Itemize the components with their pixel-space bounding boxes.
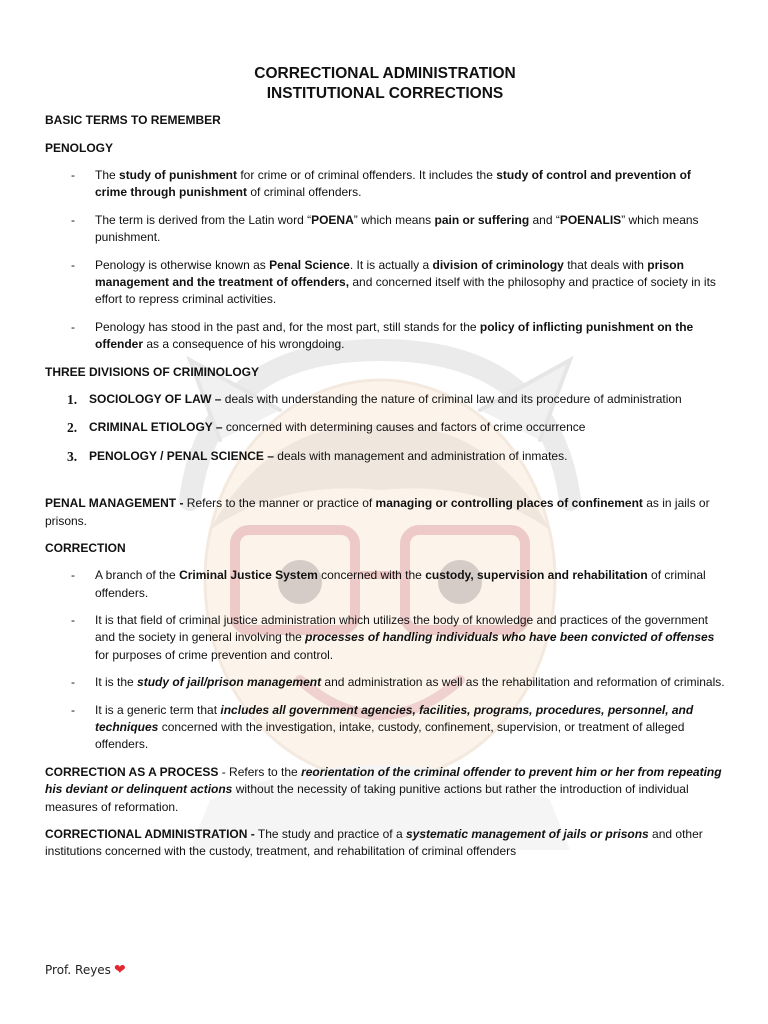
list-item: - It is the study of jail/prison management and administration as well as the rehabilitation and reformation of criminals. — [45, 674, 725, 691]
list-item: 1. SOCIOLOGY OF LAW – deals with understanding the nature of criminal law and its procedure of administration — [67, 391, 682, 407]
penology-list — [45, 167, 725, 354]
list-item: - It is that field of criminal justice administration which utilizes the body of knowledge and practices of the government and the society in general involving the processes of handling individuals who have been convicted of offenses for purposes of crime prevention and control. — [45, 612, 725, 664]
list-item: - It is a generic term that includes all government agencies, facilities, programs, procedures, personnel, and techniques concerned with the investigation, intake, custody, confinement, supervision, or treatment of alleged offenders. — [45, 702, 725, 754]
correctional-administration-paragraph: CORRECTIONAL ADMINISTRATION - The study and practice of a systematic management of jails or prisons and other institutions concerned with the custody, treatment, and rehabilitation of criminal offenders — [45, 827, 703, 859]
list-item: - Penology has stood in the past and, for the most part, still stands for the policy of inflicting punishment on the offender as a consequence of his wrongdoing. — [45, 319, 725, 354]
divisions-list — [45, 391, 725, 465]
author-name: Prof. Reyes — [45, 963, 111, 977]
correction-list — [45, 567, 725, 754]
footer — [45, 960, 126, 980]
divisions-heading: THREE DIVISIONS OF CRIMINOLOGY — [45, 364, 260, 379]
document-page — [45, 64, 725, 871]
list-item: - A branch of the Criminal Justice System concerned with the custody, supervision and rehabilitation of criminal offenders. — [45, 567, 725, 602]
penal-management-paragraph: PENAL MANAGEMENT - Refers to the manner or practice of managing or controlling places of confinement as in jails or prisons. — [45, 496, 710, 528]
list-item: - The term is derived from the Latin word “POENA” which means pain or suffering and “POENALIS” which means punishment. — [45, 212, 725, 247]
list-item: 2. CRIMINAL ETIOLOGY – concerned with determining causes and factors of crime occurrence — [67, 420, 586, 436]
heart-icon: ❤ — [113, 962, 126, 978]
correction-as-process-paragraph: CORRECTION AS A PROCESS - Refers to the reorientation of the criminal offender to prevent him or her from repeating his deviant or delinquent actions without the necessity of taking punitive actions but rather the introduction of individual measures of reformation. — [45, 764, 722, 814]
list-item: - The study of punishment for crime or of criminal offenders. It includes the study of control and prevention of crime through punishment of criminal offenders. — [45, 167, 725, 202]
title-line-1: CORRECTIONAL ADMINISTRATION — [254, 65, 516, 82]
correction-heading: CORRECTION — [45, 540, 126, 555]
penology-heading: PENOLOGY — [45, 140, 114, 155]
basic-terms-heading: BASIC TERMS TO REMEMBER — [45, 113, 221, 128]
document-title — [45, 64, 725, 104]
list-item: 3. PENOLOGY / PENAL SCIENCE – deals with management and administration of inmates. — [67, 448, 568, 464]
title-line-2: INSTITUTIONAL CORRECTIONS — [266, 85, 504, 103]
list-item: - Penology is otherwise known as Penal Science. It is actually a division of criminology that deals with prison management and the treatment of offenders, and concerned itself with the philosophy and practice of society in its effort to repress criminal activities. — [45, 257, 725, 309]
